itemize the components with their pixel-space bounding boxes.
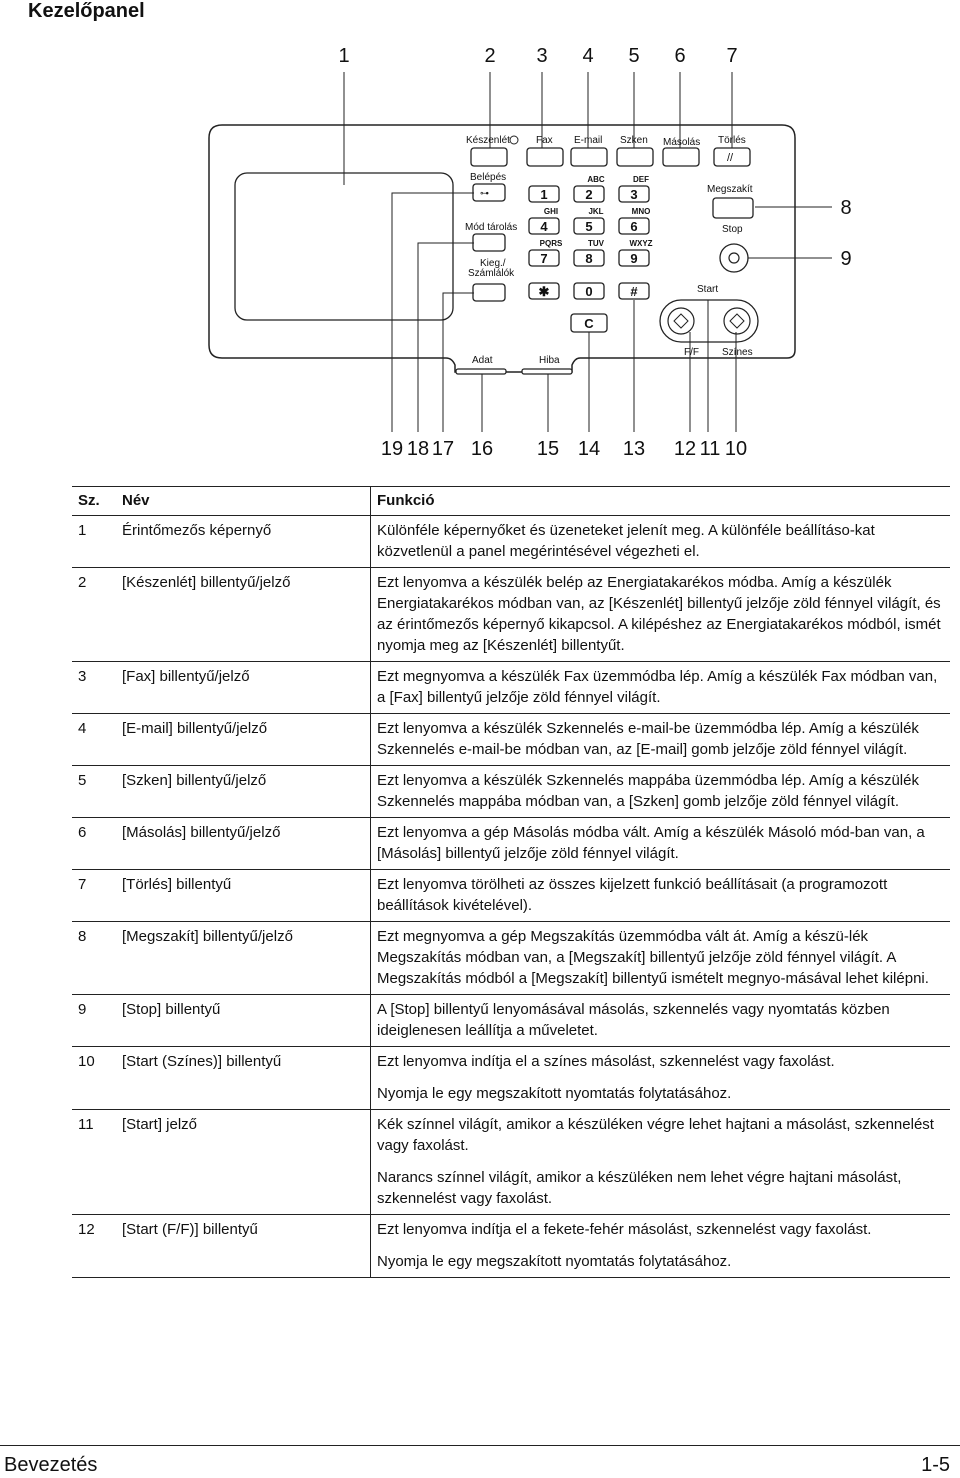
function-paragraph: Ezt lenyomva indítja el a fekete-fehér másolást, szkennelést vagy faxolást. xyxy=(377,1221,872,1238)
row-number: 3 xyxy=(72,662,116,714)
letters-3: DEF xyxy=(633,175,649,184)
keszenlet-key xyxy=(471,148,507,166)
row-number: 2 xyxy=(72,568,116,662)
function-paragraph: Ezt lenyomva a készülék Szkennelés mappába üzemmódba lép. Amíg a készülék Szkennelés mappába módban van, a [Szken] gomb jelzője zöld fénnyel világít. xyxy=(377,772,919,810)
row-function xyxy=(371,766,951,818)
function-paragraph: Narancs színnel világít, amikor a készüléken nem lehet végre hajtani másolást, szkennelést vagy faxolást. xyxy=(377,1169,902,1207)
callout-18: 18 xyxy=(406,438,430,460)
key-5: 5 xyxy=(585,219,593,234)
row-function xyxy=(371,516,951,568)
callout-8: 8 xyxy=(840,197,852,219)
row-number: 5 xyxy=(72,766,116,818)
callout-5: 5 xyxy=(628,45,640,67)
function-paragraph: Különféle képernyőket és üzeneteket jelenít meg. A különféle beállításo-kat közvetlenül a panel megérintésével végezheti el. xyxy=(377,522,875,560)
row-name: [E-mail] billentyű/jelző xyxy=(116,714,371,766)
key-3: 3 xyxy=(630,187,638,202)
row-name: [Törlés] billentyű xyxy=(116,870,371,922)
letters-4: GHI xyxy=(543,207,559,216)
callout-17: 17 xyxy=(431,438,455,460)
row-name: [Start] jelző xyxy=(116,1110,371,1215)
label-hiba: Hiba xyxy=(539,355,560,366)
key-star: ✱ xyxy=(538,284,550,299)
row-name: [Fax] billentyű/jelző xyxy=(116,662,371,714)
row-name: [Start (Színes)] billentyű xyxy=(116,1047,371,1110)
label-szamlalok: Számlálók xyxy=(468,268,515,279)
callout-9: 9 xyxy=(840,248,852,270)
row-name: [Készenlét] billentyű/jelző xyxy=(116,568,371,662)
table-row xyxy=(72,662,950,714)
letters-2: ABC xyxy=(587,175,605,184)
masolas-key xyxy=(663,148,699,166)
szken-key xyxy=(617,148,653,166)
callout-3: 3 xyxy=(536,45,548,67)
callout-1: 1 xyxy=(338,45,350,67)
table-row xyxy=(72,568,950,662)
touch-screen xyxy=(235,173,453,320)
stop-button xyxy=(720,244,748,272)
key-8: 8 xyxy=(585,251,593,266)
row-number: 11 xyxy=(72,1110,116,1215)
label-start: Start xyxy=(697,284,719,295)
callout-4: 4 xyxy=(582,45,594,67)
callout-13: 13 xyxy=(622,438,646,460)
table-row xyxy=(72,870,950,922)
callout-7: 7 xyxy=(726,45,738,67)
letters-6: MNO xyxy=(631,207,651,216)
key-6: 6 xyxy=(630,219,638,234)
letters-9: WXYZ xyxy=(629,239,653,248)
label-megszakit: Megszakít xyxy=(707,184,753,195)
callout-6: 6 xyxy=(674,45,686,67)
function-paragraph: Nyomja le egy megszakított nyomtatás folytatásához. xyxy=(377,1085,732,1102)
label-szines: Színes xyxy=(722,347,753,358)
function-paragraph: Ezt lenyomva indítja el a színes másolást, szkennelést vagy faxolást. xyxy=(377,1053,835,1070)
fax-key xyxy=(527,148,563,166)
megszakit-key xyxy=(713,198,753,218)
key-4: 4 xyxy=(540,219,548,234)
hiba-led xyxy=(522,369,572,374)
label-mod-tarolas: Mód tárolás xyxy=(465,222,518,233)
table-row xyxy=(72,1215,950,1278)
function-paragraph: Ezt lenyomva törölheti az összes kijelzett funkció beállításait (a programozott beállítások kivételével). xyxy=(377,876,888,914)
key-9: 9 xyxy=(630,251,638,266)
table-row xyxy=(72,995,950,1047)
footer-rule xyxy=(0,1445,960,1446)
letters-7: PQRS xyxy=(539,239,563,248)
function-paragraph: Ezt lenyomva a készülék Szkennelés e-mail-be üzemmódba lép. Amíg a készülék Szkennelés e-mail-be módban van, az [E-mail] gomb jelzője zöld fénnyel világít. xyxy=(377,720,919,758)
table-row xyxy=(72,818,950,870)
table-row xyxy=(72,1047,950,1110)
function-paragraph: Ezt megnyomva a készülék Fax üzemmódba lép. Amíg a készülék Fax módban van, a [Fax] billentyű jelzője zöld fénnyel világít. xyxy=(377,668,938,706)
kieg-key xyxy=(473,284,505,301)
row-function xyxy=(371,1215,951,1278)
row-function xyxy=(371,995,951,1047)
label-szken: Szken xyxy=(620,135,648,146)
standby-icon xyxy=(510,136,518,144)
key-hash: # xyxy=(630,284,638,299)
row-name: [Szken] billentyű/jelző xyxy=(116,766,371,818)
header-num: Sz. xyxy=(72,487,116,516)
row-function xyxy=(371,1110,951,1215)
label-email: E-mail xyxy=(574,135,603,146)
row-function xyxy=(371,662,951,714)
row-number: 7 xyxy=(72,870,116,922)
footer-page-number: 1-5 xyxy=(921,1454,950,1476)
label-ff: F/F xyxy=(684,347,699,358)
callout-2: 2 xyxy=(484,45,496,67)
label-kieg: Kieg./ xyxy=(480,258,506,269)
row-number: 10 xyxy=(72,1047,116,1110)
belepes-key xyxy=(473,184,505,201)
footer-section: Bevezetés xyxy=(4,1454,98,1476)
header-name: Név xyxy=(116,487,371,516)
function-paragraph: A [Stop] billentyű lenyomásával másolás, szkennelés vagy nyomtatás közben ideiglenesen leállítja a műveletet. xyxy=(377,1001,890,1039)
control-panel-diagram xyxy=(0,0,960,475)
table-row xyxy=(72,766,950,818)
row-number: 4 xyxy=(72,714,116,766)
key-1: 1 xyxy=(540,187,548,202)
label-fax: Fax xyxy=(536,135,553,146)
row-function xyxy=(371,870,951,922)
label-belepes: Belépés xyxy=(470,172,507,183)
callout-14: 14 xyxy=(577,438,601,460)
label-masolas: Másolás xyxy=(663,137,701,148)
row-name: [Start (F/F)] billentyű xyxy=(116,1215,371,1278)
row-function xyxy=(371,1047,951,1110)
row-number: 8 xyxy=(72,922,116,995)
table-row xyxy=(72,714,950,766)
callout-15: 15 xyxy=(536,438,560,460)
email-key xyxy=(571,148,607,166)
start-color-button xyxy=(724,308,750,334)
header-func: Funkció xyxy=(371,487,951,516)
letters-5: JKL xyxy=(588,207,604,216)
row-function xyxy=(371,818,951,870)
torles-icon: // xyxy=(727,152,734,164)
callout-19: 19 xyxy=(380,438,404,460)
mod-tarolas-key xyxy=(473,234,505,251)
callout-12: 12 xyxy=(673,438,697,460)
callout-10: 10 xyxy=(724,438,748,460)
key-0: 0 xyxy=(585,284,593,299)
row-number: 6 xyxy=(72,818,116,870)
label-keszenlet: Készenlét xyxy=(466,135,510,146)
row-number: 1 xyxy=(72,516,116,568)
row-name: [Stop] billentyű xyxy=(116,995,371,1047)
key-7: 7 xyxy=(540,251,548,266)
letters-8: TUV xyxy=(588,239,604,248)
function-paragraph: Ezt lenyomva a gép Másolás módba vált. Amíg a készülék Másoló mód-ban van, a [Másolás] billentyű jelzője zöld fénnyel világít. xyxy=(377,824,925,862)
function-table xyxy=(72,486,950,1278)
table-header-row xyxy=(72,487,950,516)
function-paragraph: Ezt megnyomva a gép Megszakítás üzemmódba vált át. Amíg a készü-lék Megszakítás módban van, a [Megszakít] billentyű jelzője zöld fénnyel világít. A Megszakítás módból a [Megszakít] billentyű ismételt megnyo-másával lehet kilépni. xyxy=(377,928,929,987)
table-row xyxy=(72,922,950,995)
row-number: 9 xyxy=(72,995,116,1047)
row-function xyxy=(371,568,951,662)
row-number: 12 xyxy=(72,1215,116,1278)
row-name: [Másolás] billentyű/jelző xyxy=(116,818,371,870)
function-paragraph: Kék színnel világít, amikor a készüléken végre lehet hajtani a másolást, szkennelést vagy faxolást. xyxy=(377,1116,934,1154)
table-row xyxy=(72,1110,950,1215)
row-name: Érintőmezős képernyő xyxy=(116,516,371,568)
start-ff-button xyxy=(668,308,694,334)
label-torles: Törlés xyxy=(718,135,746,146)
label-stop: Stop xyxy=(722,224,743,235)
key-2: 2 xyxy=(585,187,593,202)
table-row xyxy=(72,516,950,568)
label-adat: Adat xyxy=(472,355,493,366)
key-clear: C xyxy=(584,316,594,331)
function-paragraph: Ezt lenyomva a készülék belép az Energiatakarékos módba. Amíg a készülék Energiatakarékos módban van, az [Készenlét] billentyű jelzője zöld fénnyel világít, és az érintőmezős képernyő kikapcsol. A kilépéshez az Energiatakarékos módból, ismét nyomja meg az [Készenlét] billentyűt. xyxy=(377,574,941,654)
callout-11: 11 xyxy=(699,438,721,460)
belepes-icon: ⊶ xyxy=(480,188,489,198)
adat-led xyxy=(456,369,506,374)
function-paragraph: Nyomja le egy megszakított nyomtatás folytatásához. xyxy=(377,1253,732,1270)
page-title: Kezelőpanel xyxy=(28,0,145,22)
row-name: [Megszakít] billentyű/jelző xyxy=(116,922,371,995)
callout-16: 16 xyxy=(470,438,494,460)
row-function xyxy=(371,922,951,995)
row-function xyxy=(371,714,951,766)
